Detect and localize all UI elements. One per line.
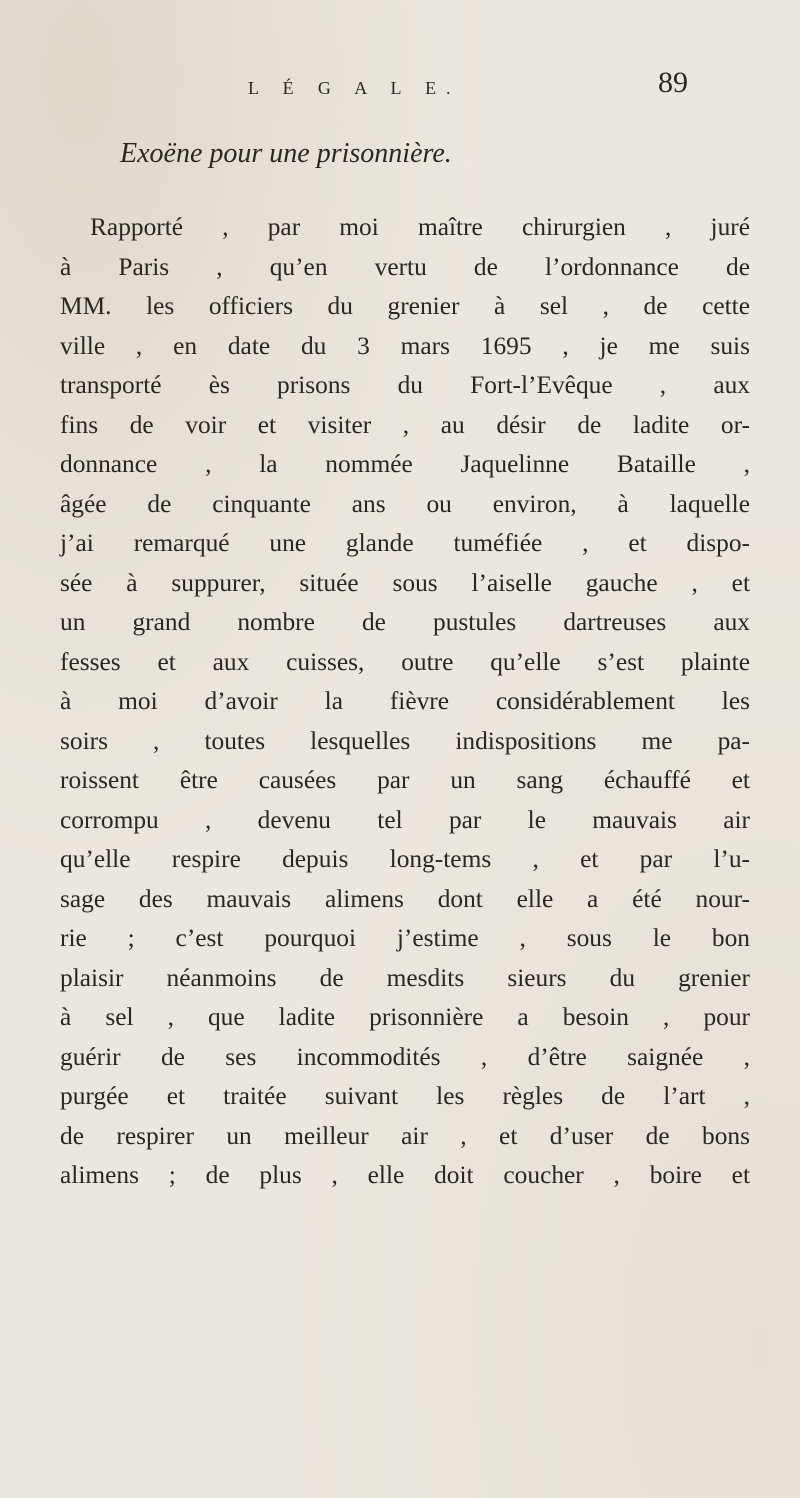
text-line: rie ; c’est pourquoi j’estime , sous le bon (60, 924, 750, 952)
text-line: plaisir néanmoins de mesdits sieurs du grenier (60, 963, 750, 992)
text-line: guérir de ses incommodités , d’être saignée , (60, 1042, 750, 1071)
text-line: qu’elle respire depuis long-tems , et par l’u- (60, 845, 750, 873)
text-line: sage des mauvais alimens dont elle a été nour- (60, 884, 750, 913)
text-line: fesses et aux cuisses, outre qu’elle s’est plainte (60, 647, 750, 676)
text-line: j’ai remarqué une glande tuméfiée , et dispo- (60, 529, 750, 557)
text-line: soirs , toutes lesquelles indispositions me pa- (60, 726, 750, 755)
text-line: âgée de cinquante ans ou environ, à laquelle (60, 489, 750, 518)
text-line: à sel , que ladite prisonnière a besoin , pour (60, 1003, 750, 1031)
text-line: à Paris , qu’en vertu de l’ordonnance de (60, 252, 750, 281)
body-paragraph (60, 208, 750, 1196)
text-line: fins de voir et visiter , au désir de ladite or- (60, 410, 750, 439)
text-line: un grand nombre de pustules dartreuses aux (60, 608, 750, 636)
text-line: sée à suppurer, située sous l’aiselle gauche , et (60, 568, 750, 597)
running-head: L É G A L E. (248, 78, 461, 98)
text-line: purgée et traitée suivant les règles de l’art , (60, 1082, 750, 1110)
page-number: 89 (658, 66, 688, 99)
text-line: à moi d’avoir la fièvre considérablement les (60, 687, 750, 715)
text-line: de respirer un meilleur air , et d’user de bons (60, 1121, 750, 1150)
section-title: Exoëne pour une prisonnière. (120, 138, 452, 169)
text-line: ville , en date du 3 mars 1695 , je me suis (60, 331, 750, 360)
text-line: alimens ; de plus , elle doit coucher , boire et (60, 1161, 750, 1189)
text-line: corrompu , devenu tel par le mauvais air (60, 805, 750, 834)
text-line: transporté ès prisons du Fort-l’Evêque , aux (60, 371, 750, 399)
text-line: roissent être causées par un sang échauffé et (60, 766, 750, 794)
text-line: donnance , la nommée Jaquelinne Bataille , (60, 450, 750, 478)
text-line: MM. les officiers du grenier à sel , de cette (60, 292, 750, 320)
text-line: Rapporté , par moi maître chirurgien , juré (90, 213, 750, 241)
